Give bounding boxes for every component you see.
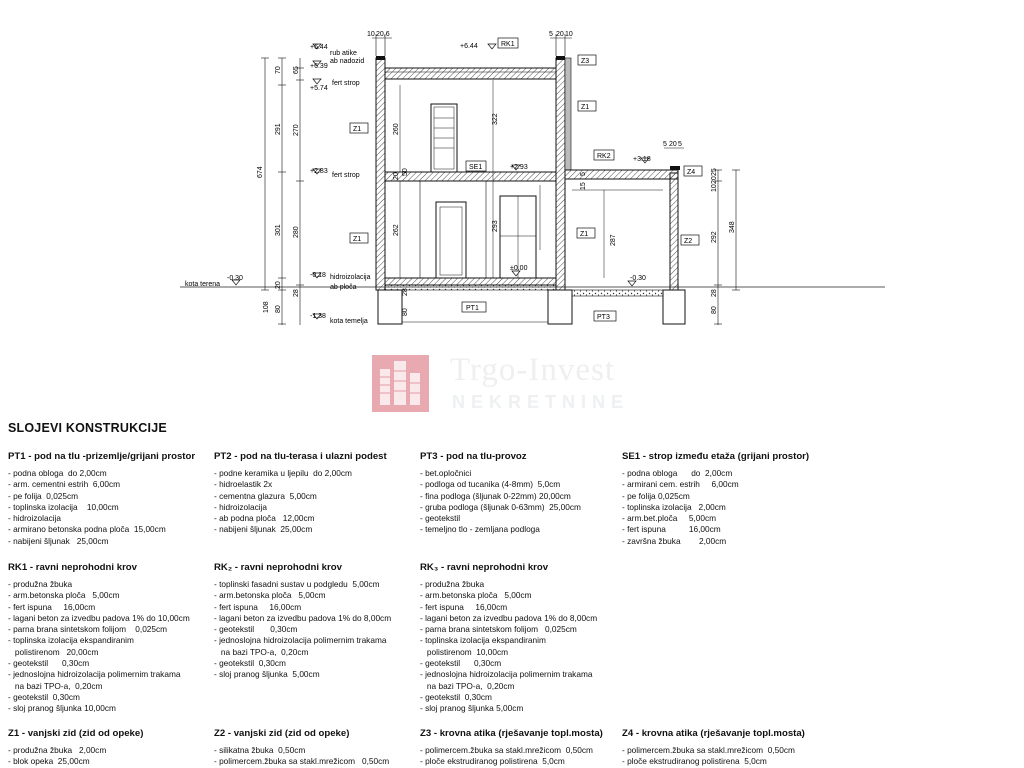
layer-item: - sloj pranog šljunka 10,00cm [8,703,116,714]
layer-list [622,468,827,547]
ground-gravel [385,285,556,290]
layer-item: - toplinska izolacija 10,00cm [8,501,119,512]
layer-item: - geotekstil 0,30cm [8,691,80,702]
layer-item: - podna obloga do 2,00cm [622,468,733,478]
tag-z1-left-top: Z1 [353,126,362,133]
wall-z3-insulation [565,58,571,170]
section-drawing-svg [0,0,1024,345]
watermark-name: Trgo-Invest [450,352,616,388]
dim-28-right: 28 [711,289,718,297]
layer-group-title: Z2 - vanjski zid (zid od opeke) [214,728,350,739]
wall-left [376,58,385,290]
layer-item: - ab podna ploča 12,00cm [214,513,315,524]
layer-item: - toplinski fasadni sustav u podgledu 5,00cm [214,579,380,589]
dim-322: 322 [492,113,499,125]
layer-item: - hidroizolacija [214,501,268,512]
layer-item: - produžna žbuka 2,00cm [8,745,107,755]
layer-item: - geotekstil 0,30cm [420,691,492,702]
layer-item: - sloj pranog šljunka 5,00cm [214,669,320,680]
layer-group [420,451,625,536]
dim-25-right: 25 [711,168,718,176]
layer-list [420,745,625,768]
layer-group-title: PT2 - pod na tlu-terasa i ulazni podest [214,451,387,462]
layer-group [8,562,213,715]
dim-20-left: 20 [275,281,282,289]
dim-top-left-a: 10 [367,31,375,38]
layer-list [214,468,419,536]
layer-item: - fert ispuna 16,00cm [214,601,302,612]
layer-group [214,728,419,768]
layer-list [8,745,213,768]
layer-item: - silikatna žbuka 0,50cm [214,745,306,755]
layer-item: - lagani beton za izvedbu padova 1% do 8,00cm [420,612,598,623]
layer-list [420,468,625,536]
wall-right [670,173,678,290]
note-ab-nadozid: ab nadozid [330,58,365,65]
layer-item: - ploče ekstrudiranog polistirena 5,0cm [420,756,565,767]
layer-item: - parna brana sintetskom folijom 0,025cm [8,624,168,635]
section-title: SLOJEVI KONSTRUKCIJE [8,421,167,435]
dim-lines-top [372,34,684,148]
layer-item: - nabijeni šljunak 25,00cm [214,524,313,535]
note-kota-temelja: kota temelja [330,318,368,325]
dim-292: 292 [711,231,718,243]
dim-108: 108 [263,301,270,313]
layer-item: - gruba podloga (šljunak 0-63mm) 25,00cm [420,501,581,512]
level-644-mid: +6.44 [460,43,478,50]
dim-50: 50 [402,168,409,176]
level-018: -0.18 [310,272,326,279]
dim-roof2-b: 20 [669,141,677,148]
dim-top-right-b: 20 [556,31,564,38]
dim-top-right-c: 10 [565,31,573,38]
tag-z4: Z4 [687,169,696,176]
foundation-left [378,290,402,324]
section-drawing [0,0,1024,345]
note-kota-terena: kota terena [185,281,221,288]
dim-lines-left [261,58,304,325]
layer-item: - jednoslojna hidroizolacija polimernim trakama [214,635,387,646]
layer-item: - geotekstil 0,30cm [214,658,286,669]
layer-item: - lagani beton za izvedbu padova 1% do 10,00cm [8,612,190,623]
layer-list [622,745,827,768]
level-138: -1.38 [310,313,326,320]
layer-item: na bazi TPO-a, 0,20cm [8,680,103,691]
layer-item: - toplinska izolacija ekspandiranim [420,635,546,646]
dim-20-inner: 20 [393,172,400,180]
layer-group-title: Z3 - krovna atika (rješavanje topl.mosta) [420,728,603,739]
tag-se1: SE1 [469,164,483,171]
layer-item: - podna obloga do 2,00cm [8,468,107,478]
dim-291: 291 [275,123,282,135]
dim-15-inner: 15 [580,182,587,190]
slab-se1 [385,172,556,181]
layer-group [214,562,419,681]
layer-item: - završna žbuka 2,00cm [622,535,727,546]
layer-item: - geotekstil 0,30cm [8,658,90,669]
watermark-subtitle: NEKRETNINE [452,392,630,412]
layer-item: - pe folija 0,025cm [622,490,690,501]
layer-group-title: PT1 - pod na tlu -prizemlje/grijani prostor [8,451,196,462]
layer-item: - fina podloga (šljunak 0-22mm) 20,00cm [420,490,571,501]
layer-item: - polimercem.žbuka sa stakl.mrežicom 0,50cm [420,745,593,755]
dim-28-left: 28 [293,289,300,297]
tag-pt1: PT1 [466,305,479,312]
layer-item: - blok opeka 25,00cm [8,756,90,767]
dim-301: 301 [275,224,282,236]
parapet-rk2 [670,166,680,170]
level-000: ±0.00 [510,265,528,272]
note-rub-atike: rub atike [330,50,357,57]
layer-list [214,745,419,768]
layer-item: - toplinska izolacija ekspandiranim [8,635,134,646]
door-ground [436,202,466,278]
layer-group [8,728,213,768]
layer-item: - sloj pranog šljunka 5,00cm [420,703,524,714]
layer-item: - jednoslojna hidroizolacija polimernim trakama [420,669,593,680]
dim-348: 348 [729,221,736,233]
level-644-left: +6.44 [310,44,328,51]
layer-item: - podne keramika u ljepilu do 2,00cm [214,468,352,478]
layer-group-title: RK₃ - ravni neprohodni krov [420,562,549,573]
layer-item: - podloga od tucanika (4-8mm) 5,0cm [420,479,561,490]
dim-80-inner: 80 [402,308,409,316]
layer-item: - fert ispuna 16,00cm [8,601,96,612]
layer-item: polistirenom 20,00cm [8,646,99,657]
layer-item: - produžna žbuka [8,579,73,589]
dim-287: 287 [610,234,617,246]
layer-group-title: RK₂ - ravni neprohodni krov [214,562,342,573]
layer-item: - cementna glazura 5,00cm [214,490,317,501]
layer-item: - fert ispuna 16,00cm [622,524,721,535]
watermark-logo [372,355,429,412]
level-030-left: -0.30 [227,275,243,282]
level-574: +5.74 [310,85,328,92]
tag-rk1: RK1 [501,41,515,48]
layer-item: - nabijeni šljunak 25,00cm [8,535,109,546]
layer-group [8,451,213,547]
dim-70: 70 [275,66,282,74]
tag-rk2: RK2 [597,153,611,160]
layer-item: na bazi TPO-a, 0,20cm [420,680,515,691]
layer-item: - arm.betonska ploča 5,00cm [214,590,326,601]
layer-item: - pe folija 0,025cm [8,490,79,501]
layer-item: - fert ispuna 16,00cm [420,601,508,612]
dim-10-right: 10 [711,184,718,192]
layer-item: - arm.bet.ploča 5,00cm [622,513,717,524]
layer-item: - armirani cem. estrih 6,00cm [622,479,739,490]
dim-293: 293 [492,220,499,232]
level-030-right: -0.30 [630,275,646,282]
layer-item: polistirenom 10,00cm [420,646,509,657]
dim-280: 280 [293,226,300,238]
dim-65: 65 [293,66,300,74]
level-283: +2.83 [310,168,328,175]
layer-list [8,579,213,715]
layer-group [420,728,625,768]
layer-group [622,728,827,768]
layer-item: - bet.opločnici [420,468,472,478]
pt3-gravel [565,290,670,296]
tag-z3: Z3 [581,58,590,65]
wall-middle [556,58,565,290]
layer-item: - temeljno tlo - zemljana podloga [420,524,540,535]
dim-top-left-b: 20,6 [376,31,390,38]
layer-item: na bazi TPO-a, 0,20cm [214,646,309,657]
dim-674: 674 [257,166,264,178]
layer-item: - parna brana sintetskom folijom 0,025cm [420,624,577,635]
dim-80-left: 80 [275,305,282,313]
dim-80-right: 80 [711,306,718,314]
level-318: +3.18 [633,156,651,163]
foundation-mid [548,290,572,324]
layer-list [8,468,213,547]
layer-item: - geotekstil [420,513,461,524]
layer-item: - arm.betonska ploča 5,00cm [420,590,532,601]
ground-slab [385,278,556,285]
layer-group-title: Z1 - vanjski zid (zid od opeke) [8,728,144,739]
layer-group-title: SE1 - strop između etaža (grijani prostor) [622,451,810,462]
layer-group [214,451,419,536]
layer-group [420,562,625,715]
layer-item: - hidroizolacija [8,513,62,524]
dim-260: 260 [393,123,400,135]
note-fert-strop-mid: fert strop [332,172,360,179]
tag-z1-mid: Z1 [580,231,589,238]
layer-item: - arm. cementni estrih 6,00cm [8,479,121,490]
layer-item: - hidroelastik 2x [214,479,273,490]
layer-item: - ploče ekstrudiranog polistirena 5,0cm [622,756,767,767]
dim-20-right: 20 [711,176,718,184]
dim-5-inner: 5 [580,172,587,176]
dim-262: 262 [393,224,400,236]
tag-z1-right-top: Z1 [581,104,590,111]
note-ab-ploca: ab ploča [330,284,357,291]
tag-pt3: PT3 [597,314,610,321]
layer-item: - lagani beton za izvedbu padova 1% do 8,00cm [214,612,392,623]
layer-item: - toplinska izolacija 2,00cm [622,501,726,512]
layer-group [622,451,827,547]
layer-group-title: PT3 - pod na tlu-provoz [420,451,527,462]
dim-270: 270 [293,124,300,136]
watermark [372,352,662,414]
layer-item: - polimercem.žbuka sa stakl.mrežicom 0,50cm [214,756,390,767]
note-hidroizolacija: hidroizolacija [330,274,371,281]
layer-item: - jednoslojna hidroizolacija polimernim trakama [8,669,181,680]
layer-group-title: RK1 - ravni neprohodni krov [8,562,138,573]
dim-28-inner: 28 [402,288,409,296]
dim-roof2-a: 5 [663,141,667,148]
foundation-right [663,290,685,324]
layer-item: - armirano betonska podna ploča 15,00cm [8,524,166,535]
layer-item: - geotekstil 0,30cm [214,624,298,635]
note-fert-strop-top: fert strop [332,80,360,87]
layer-list [420,579,625,715]
level-293: +2.93 [510,164,528,171]
layer-group-title: Z4 - krovna atika (rješavanje topl.mosta) [622,728,805,739]
layer-item: - polimercem.žbuka sa stakl.mrežicom 0,50cm [622,745,795,755]
tag-z1-left-bottom: Z1 [353,236,362,243]
layer-item: - geotekstil 0,30cm [420,658,502,669]
tag-z2: Z2 [684,238,693,245]
dim-lines-right [714,170,740,325]
level-639: +6.39 [310,63,328,70]
parapet-left [376,56,385,60]
parapet-right [556,56,565,60]
dim-top-right-a: 5 [549,31,553,38]
dim-roof2-c: 5 [678,141,682,148]
roof-rk1 [385,68,556,79]
layer-item: - produžna žbuka [420,579,485,589]
layer-list [214,579,419,681]
layer-item: - arm.betonska ploča 5,00cm [8,590,120,601]
